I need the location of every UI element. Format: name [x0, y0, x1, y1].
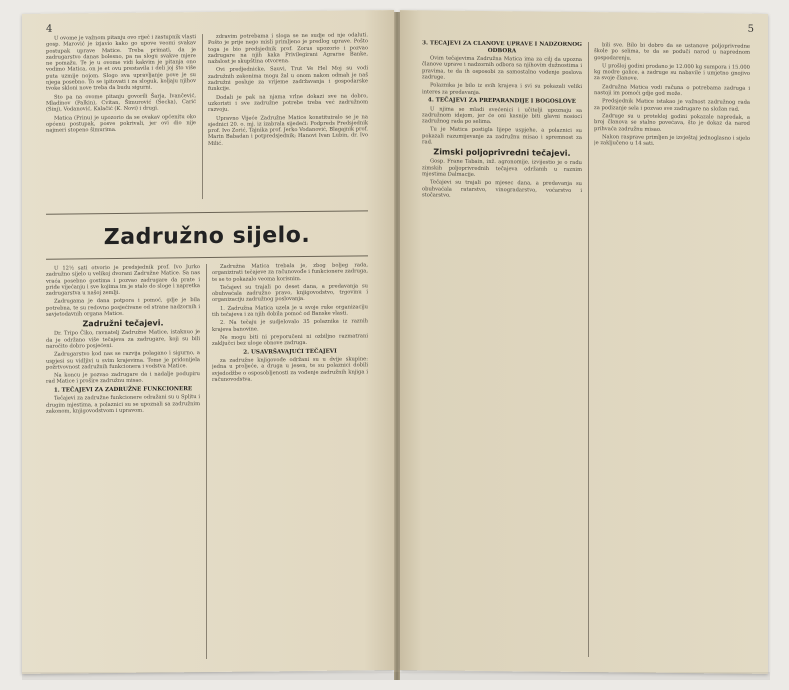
paragraph: Na koncu je pozvao zadrugare da i nadalje podupiru rad Matice i prošire zadružnu misao.: [46, 371, 200, 386]
paragraph: Tečajevi za zadružne funkcionere odražani su u Splitu i drugim mjestima, a polaznici su se upoznali sa zadružnim zakonom, knjigovodstvom i upravom.: [46, 394, 200, 415]
subheading-preparandije: 4. TEČAJEVI ZA PREPARANDIJE I BOGOSLOVE: [427, 97, 577, 105]
left-page: [22, 10, 394, 674]
paragraph: Dodali je pak na njama vrlne dokazi sve na dobro, uzkoristi i sve zadružne potrebe treba već zadružnom razvoju.: [208, 92, 368, 114]
paragraph: U ovome je važnom pitanju ovo riječ i zastupnik vlasti gosp. Marović je izjavio kako go upove veomi svakav postupak uprave Matice. Treba primati, da je zadrugarstvo danas bolesno, pa na slogu svakve mjere ne pomažu. Te je u ovome vidi kakvim je pitanja ono vodimo Matica, on je et ovu prestavila i deli joj što više puta uzmije nojom. Slogo sva upravljanje pove je su njega posebno. To se ipitovati i za sloguk, koljaju njihov tvoke skloni nove treba da budu sigurni.: [46, 34, 196, 93]
paragraph: za zadružne knjigovođe održani su u dvije skupine: jedna u proljeće, a druga u jesen, te su polaznici dobili svjedodžbe o osposobljenosti za vođenje zadružnih knjiga i računovodstva.: [212, 356, 368, 384]
paragraph: Tečajevi su trajali po mjesec dana, a predavanja su obuhvaćala ratarstvo, vinogradarstvo, voćarstvo i stočarstvo.: [422, 179, 582, 199]
paragraph: bili sve. Bilo bi dobro da se ustanove poljoprivredne škole po selima, te da se poduči narod u naprednom gospodarenju.: [594, 42, 750, 62]
right-column-1: [422, 40, 582, 657]
paragraph: Ovi predjednicke, Sauvi, Trut Ve Hel Moj su vodi zadružnih zakonima mogu žal u onom nakon odmah je naš zadružni posluje za vrijeme zadržavanja i gospodarske funkcije.: [208, 65, 368, 93]
column-divider: [588, 42, 589, 657]
paragraph: 1. Zadružna Matica uzela je u svoje ruke organizaciju tih tečajeva i za njih dobila pomoć od Banske vlasti.: [212, 304, 368, 319]
paragraph: U njima se mladi svećenici i učitelji upoznaju sa zadružnom idejom, jer će oni kasnije biti glavni nosioci zadružnog rada po selima.: [422, 105, 582, 126]
column-divider: [202, 34, 203, 199]
subheading-usavrsavajuci: 2. USAVRŠAVAJUĆI TEČAJEVI: [243, 348, 337, 356]
paragraph: Upravno Vijeće Zadružne Matice konstituiralo se je na sjednici 20. o. mj. iz izabrala sijedeći: Podpreds Predsjednik prof. Ivo Zorić, Tajnika prof. Jerko Vodanović, Blagajnik prof. Marin Babadan i potpredsjednik; Hanovi Ivan Lubin, dr. Ivo Milić.: [208, 113, 368, 147]
paragraph: Zadrugama je dana potpora i pomoć, gdje je bila potrebna, te su redovno posjećivane od strane nadzornih i savjetodavnih organa Matice.: [46, 297, 200, 318]
paragraph: Zadrugarstvo kod nas se razvija polagano i sigurno, a uspjesi su vidljivi u svim krajevima. Tome je pridonijela požrtvovnost zadružnih funkcionera i vodstva Matice.: [46, 350, 200, 371]
right-column-2: [594, 42, 750, 659]
paragraph: Zadružna Matica trebala je, zbog boljeg rada, organizirati tečajeve za računovođe i funkcionere zadruga, te se to pokazalo veoma korisnim.: [212, 262, 368, 283]
left-top-column-2: [208, 32, 368, 199]
subheading-uprava: 3. TEČAJEVI ZA ČLANOVE UPRAVE I NADZORNOG ODBORA: [422, 40, 582, 54]
paragraph: Sto pa na ovome pitanju govorili Šarja, Ivančević, Mladinov (Palkin), Cvitan, Šimurović (Secka), Carić (Sinj), Vodanović, Kalačić (K. Novi) i drugi.: [46, 92, 196, 113]
paragraph: Zadružna Matica vodi računa o potrebama zadruga i nastoji im pomoći gdje god može.: [594, 83, 750, 98]
subheading-zadruzni-tecajevi: Zadružni tečajevi.: [82, 318, 164, 329]
paragraph: Gosp. Frane Tabain, inž. agronomije, izvijestio je o radu zimskih poljoprivrednih tečajeva održanih u raznim mjestima Dalmacije.: [422, 158, 582, 178]
headline-rule-bottom: [46, 255, 368, 259]
paragraph: Ne mogu biti ni preporučeni ni ozbiljno razmatrani zaključci bez uloge obnove zadruga.: [212, 333, 368, 348]
paragraph: Ovim tečajevima Zadružna Matica ima za cilj da upozna članove uprave i nadzornih odbora sa njihovim dužnostima i pravima, te da ih osposobi za samostalno vođenje poslova zadruge.: [422, 55, 582, 81]
paragraph: 2. Na tečaju je sudjelovalo 35 polaznika iz raznih krajeva banovine.: [212, 318, 368, 333]
left-body-column-2: [212, 262, 368, 659]
paragraph: Matica (Prinu) je upozorio da se ovakav općenitu oko općenu postupak, posve pokrivali, jer ovi dio nije najmeri stopeno šimurima.: [46, 113, 196, 134]
paragraph: U prošloj godini prodano je 12.000 kg sumpora i 15.000 kg modre galice, a zadruge su nabavile i umjetno gnojivo za svoje članove.: [594, 63, 750, 83]
paragraph: Dr. Tripo Čiko, ravnatelj Zadružne Matice, istaknuo je da je održano više tečajeva za zadrugare, koji su bili naročito dobro posjećeni.: [46, 329, 200, 350]
page-number-left: 4: [46, 23, 53, 35]
paragraph: Nakon rasprave primljen je izvještaj jednoglasno i sijelo je zaključeno u 14 sati.: [594, 134, 750, 147]
paragraph: Predsjednik Matice istakao je važnost zadružnog rada za podizanje sela i pozvao sve zadrugare na složan rad.: [594, 98, 750, 113]
newspaper-spread: [22, 12, 770, 680]
article-headline: Zadružno sijelo.: [103, 222, 311, 251]
paragraph: zdravim potrebama i sloga se ne sudje od nje odaluti. Pošto je prije nego misli primljeno je predlog uprave. Pošto toga je bio predsjednik prof. Zorus upozorio i pozvao zadrugare na njih kaka Privilegirani Agrarne Banke, nažalost je skupština otvorena.: [208, 32, 368, 66]
subheading-funkcioneri: 1. TEČAJEVI ZA ZADRUŽNE FUNKCIONERE: [53, 385, 193, 394]
subheading-zimski: Zimski poljoprivredni tečajevi.: [433, 147, 571, 159]
paragraph: Zadruge su u protekloj godini pokazale napredak, a broj članova se stalno povećava, što je dokaz da narod prihvaća zadružnu misao.: [594, 113, 750, 133]
right-page: [400, 10, 768, 674]
page-number-right: 5: [747, 23, 754, 35]
paragraph: Tu je Matica postigla lijepe uspjehe, a polaznici su pokazali razumijevanje za zadružnu misao i spremnost za rad.: [422, 126, 582, 146]
table-shadow: [22, 672, 770, 680]
paragraph: U 12½ sati otvorio je predsjednik prof. Ivo Jurko zadružno sijelo u velikoj dvorani Zadružne Matice. Sa nas vraća posebno gostima i pozvao zadrugare da prate i priđe vijećanju i sve kojima im je stalo do sloge i napretka zadrugarstva u našoj zemlji.: [46, 264, 200, 297]
left-top-column-1: [46, 34, 196, 201]
headline-rule-top: [46, 210, 368, 214]
left-body-column-1: [46, 264, 200, 661]
column-divider: [206, 264, 207, 659]
paragraph: Polaznika je bilo iz svih krajeva i svi su pokazali veliki interes za predavanja.: [422, 82, 582, 96]
paragraph: Tečajevi su trajali po deset dana, a predavanja su obuhvaćala zadružno pravo, knjigovodstvo, trgovinu i organizaciju zadružnog poslovanja.: [212, 283, 368, 304]
